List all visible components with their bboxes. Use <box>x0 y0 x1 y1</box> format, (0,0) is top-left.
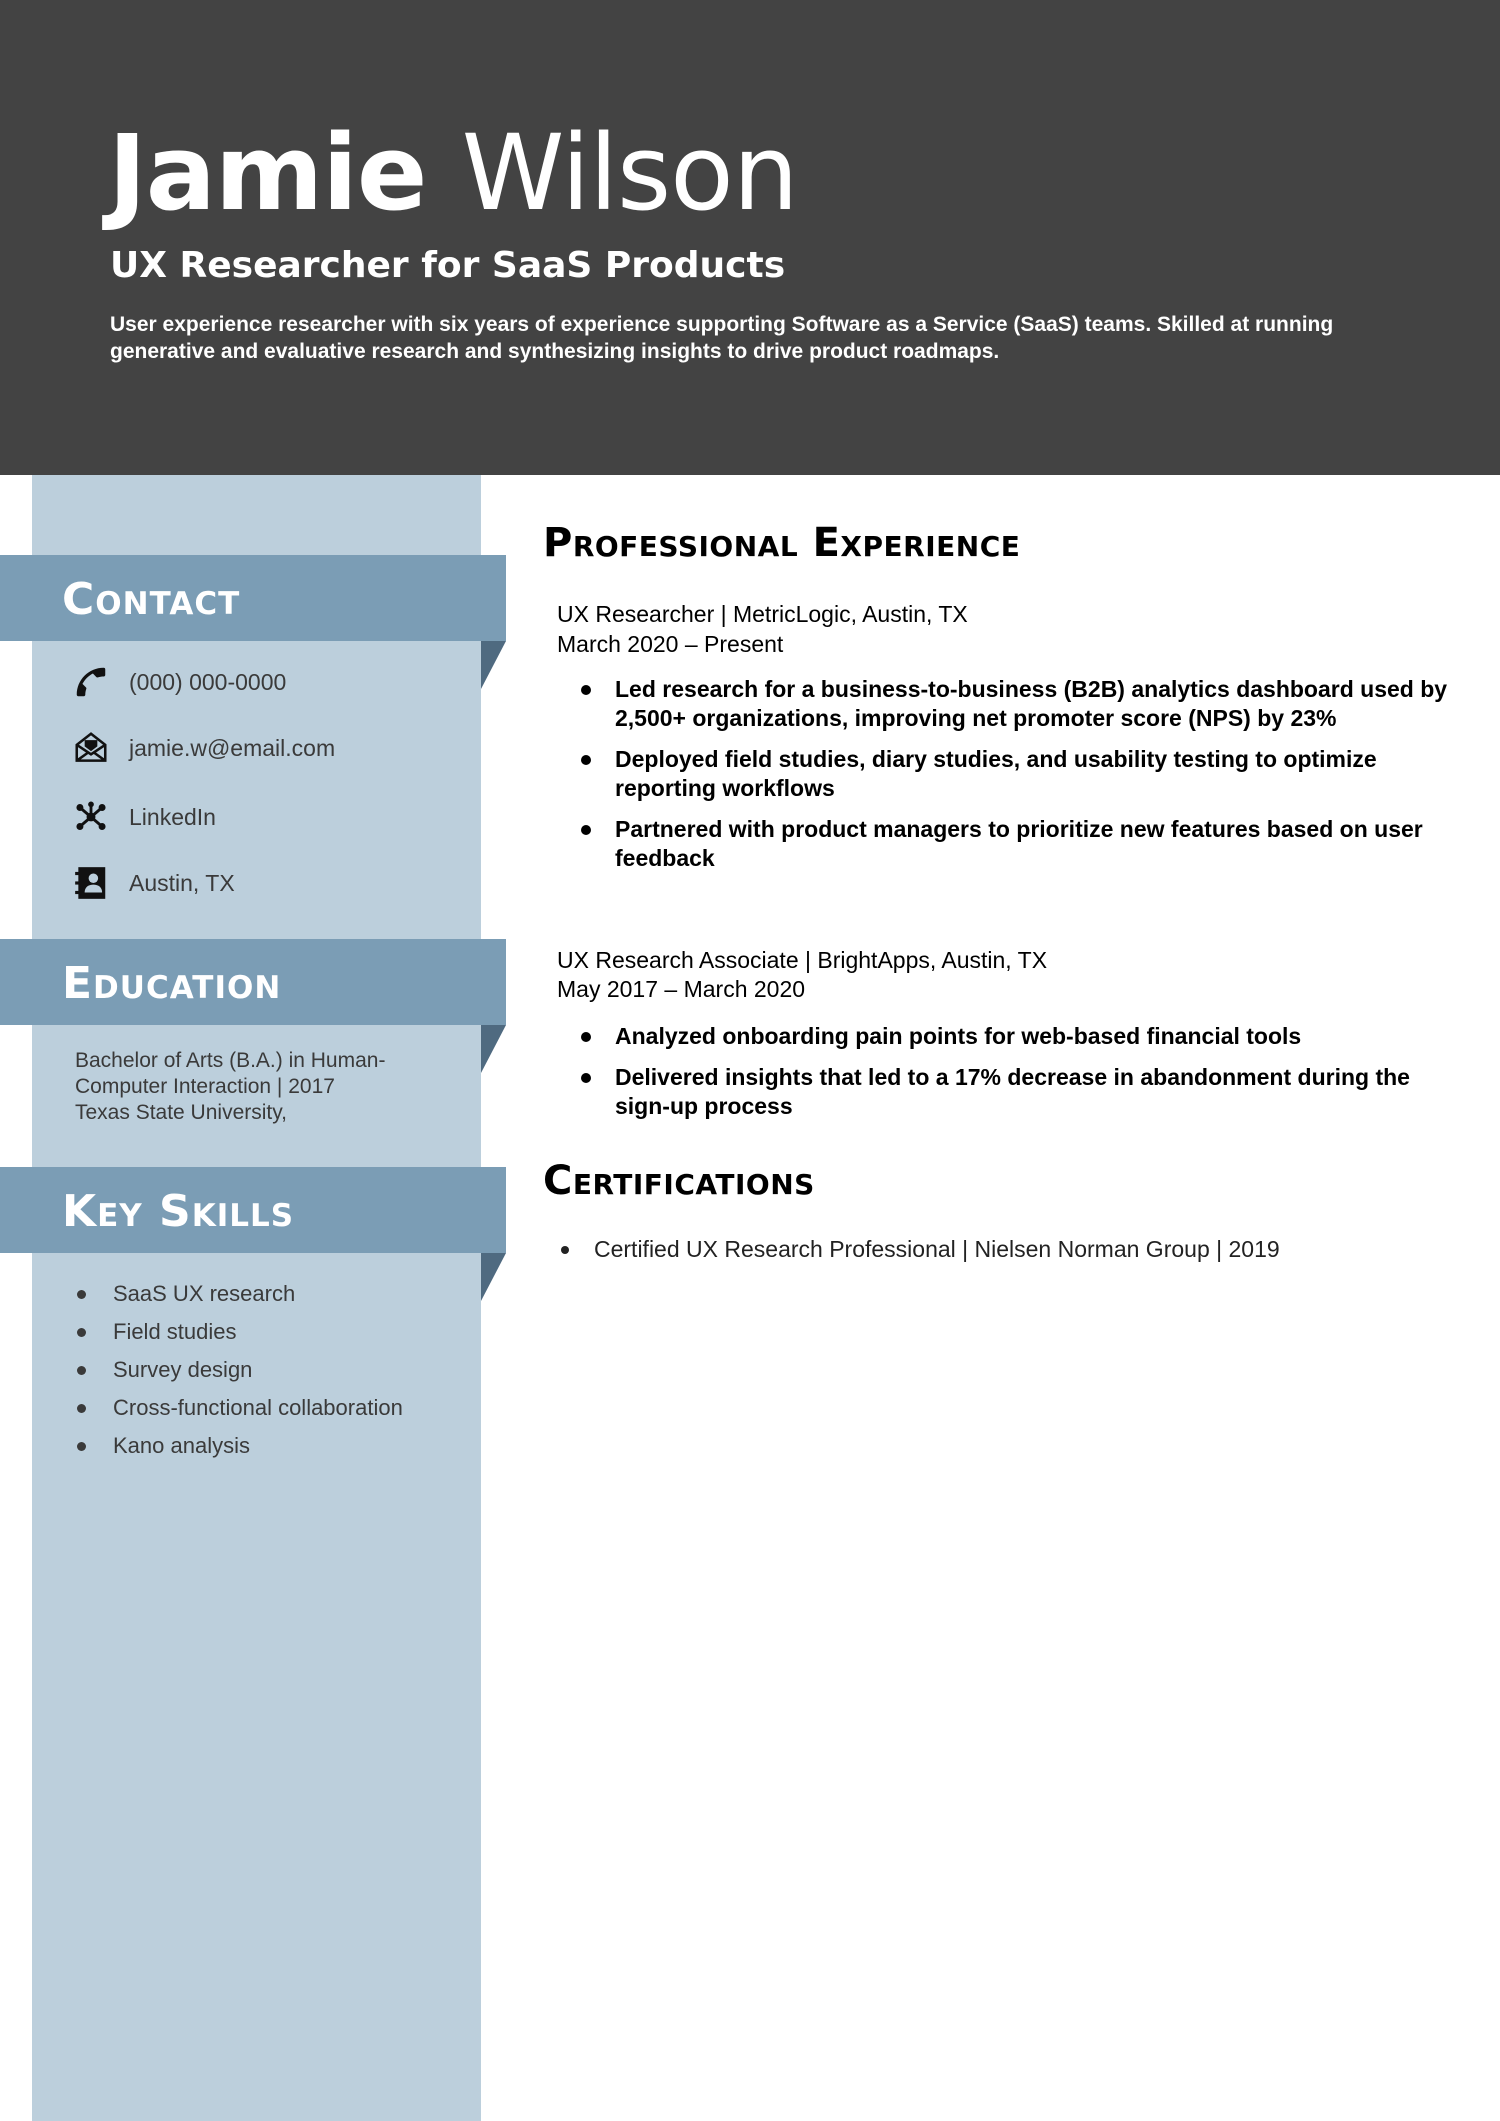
experience-heading: Professional Experience <box>543 520 1021 566</box>
certification-item: Certified UX Research Professional | Nielsen Norman Group | 2019 <box>557 1234 1280 1264</box>
job-1-bullets <box>557 675 1457 885</box>
skill-item: Survey design <box>75 1351 403 1389</box>
contact-band-fold <box>481 641 506 689</box>
skill-item: SaaS UX research <box>75 1275 403 1313</box>
candidate-name <box>108 108 798 238</box>
degree-line-1: Bachelor of Arts (B.A.) in Human- <box>75 1049 386 1072</box>
first-name: Jamie <box>108 112 427 234</box>
contact-email <box>72 728 472 768</box>
job-bullet: Delivered insights that led to a 17% decrease in abandonment during the sign-up process <box>557 1063 1457 1121</box>
job-bullet: Partnered with product managers to prioritize new features based on user feedback <box>557 815 1457 873</box>
contact-location <box>72 863 472 903</box>
phone-icon <box>72 663 110 701</box>
job-bullet: Analyzed onboarding pain points for web-based financial tools <box>557 1022 1457 1051</box>
network-icon <box>72 798 110 836</box>
email-address[interactable]: jamie.w@email.com <box>129 734 336 761</box>
skills-heading-band <box>0 1167 506 1253</box>
contact-linkedin <box>72 797 472 837</box>
degree-line-2: Computer Interaction | 2017 <box>75 1075 335 1098</box>
school-name: Texas State University, <box>75 1101 288 1124</box>
job-1-title: UX Researcher | MetricLogic, Austin, TX <box>557 601 968 627</box>
contact-phone <box>72 662 472 702</box>
linkedin-link[interactable]: LinkedIn <box>129 803 216 830</box>
summary: User experience researcher with six years of experience supporting Software as a Service (SaaS) teams. Skilled at running generative and evaluative research and synthesizing insights to drive product roadmaps. <box>110 313 1334 363</box>
job-2-bullets <box>557 1022 1457 1133</box>
skills-band-fold <box>481 1253 506 1301</box>
skills-list <box>75 1275 403 1465</box>
skill-item: Cross-functional collaboration <box>75 1389 403 1427</box>
education-heading: Education <box>62 958 282 1009</box>
education-band-fold <box>481 1025 506 1073</box>
last-name: Wilson <box>461 112 798 234</box>
phone-number: (000) 000-0000 <box>129 668 287 695</box>
education-details <box>75 1048 435 1126</box>
location: Austin, TX <box>129 869 235 896</box>
mail-icon <box>72 729 110 767</box>
job-2-dates: May 2017 – March 2020 <box>557 976 806 1002</box>
certifications-list <box>557 1234 1280 1264</box>
header-banner <box>0 0 1500 475</box>
job-bullet: Led research for a business-to-business (B2B) analytics dashboard used by 2,500+ organizations, improving net promoter score (NPS) by 23% <box>557 675 1457 733</box>
skills-heading: Key Skills <box>62 1186 295 1237</box>
job-title: UX Researcher for SaaS Products <box>110 245 786 286</box>
job-1-dates: March 2020 – Present <box>557 631 784 657</box>
job-bullet: Deployed field studies, diary studies, and usability testing to optimize reporting workflows <box>557 745 1457 803</box>
contact-heading: Contact <box>62 574 241 625</box>
skill-item: Field studies <box>75 1313 403 1351</box>
skill-item: Kano analysis <box>75 1427 403 1465</box>
job-2-title: UX Research Associate | BrightApps, Austin, TX <box>557 947 1048 973</box>
certifications-heading: Certifications <box>543 1158 815 1204</box>
contact-heading-band <box>0 555 506 641</box>
address-book-icon <box>72 864 110 902</box>
education-heading-band <box>0 939 506 1025</box>
